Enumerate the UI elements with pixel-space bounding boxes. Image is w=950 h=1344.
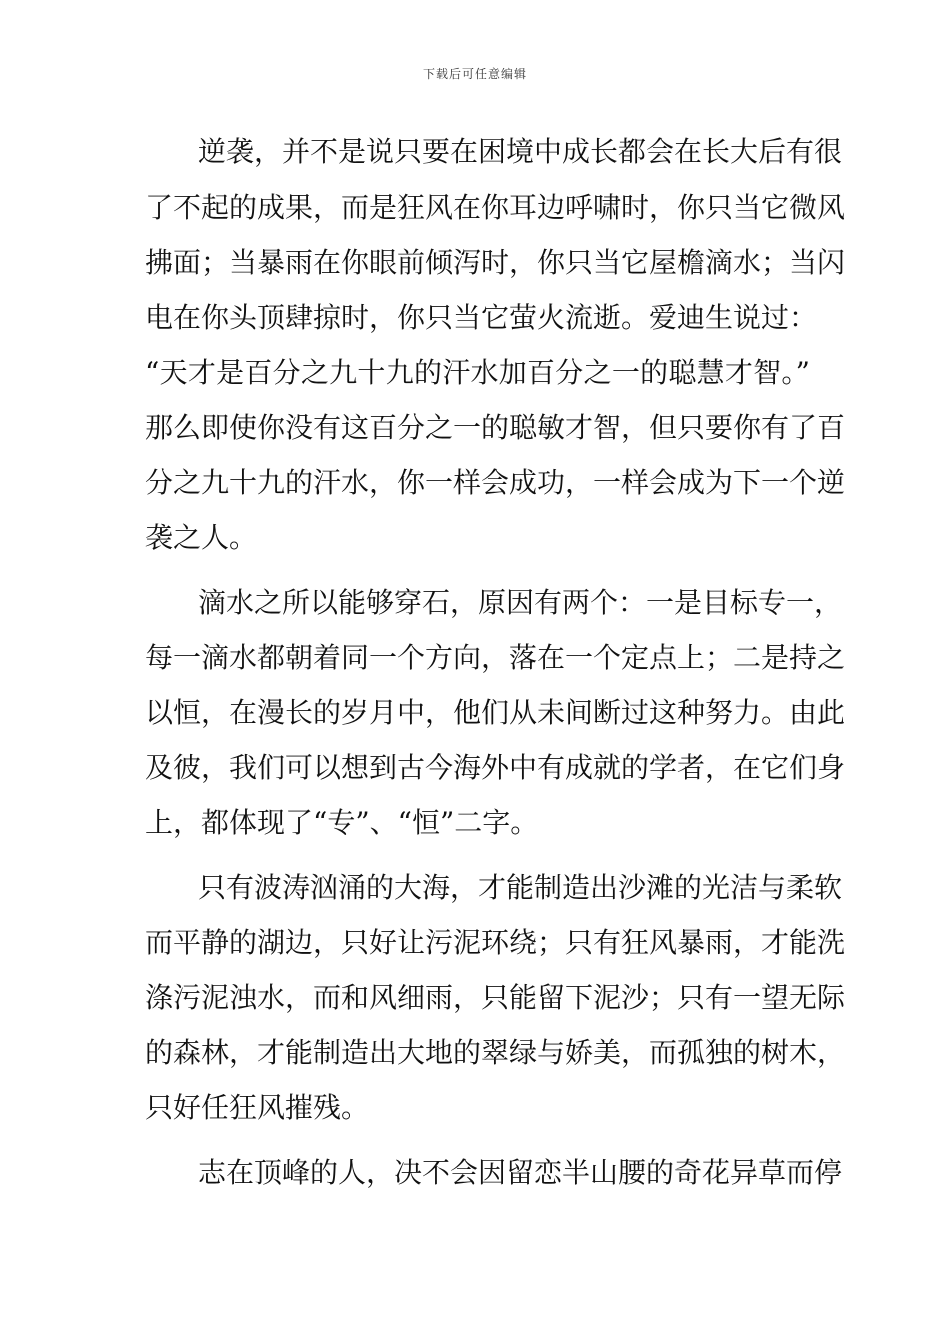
paragraph-2-line-3: 以恒，在漫长的岁月中，他们从未间断过这种努力。由此 <box>145 696 846 729</box>
paragraph-3-line-5: 只好任狂风摧残。 <box>145 1091 370 1124</box>
paragraph-1-line-6: 那么即使你没有这百分之一的聪敏才智，但只要你有了百 <box>145 411 846 444</box>
paragraph-3-line-1: 只有波涛汹涌的大海，才能制造出沙滩的光洁与柔软 <box>198 871 843 904</box>
paragraph-1-line-7: 分之九十九的汗水，你一样会成功，一样会成为下一个逆 <box>145 466 846 499</box>
paragraph-4-line-1: 志在顶峰的人，决不会因留恋半山腰的奇花异草而停 <box>198 1156 843 1189</box>
paragraph-3-line-3: 涤污泥浊水，而和风细雨，只能留下泥沙；只有一望无际 <box>145 981 846 1014</box>
paragraph-1-line-8: 袭之人。 <box>145 521 258 554</box>
paragraph-2-line-2: 每一滴水都朝着同一个方向，落在一个定点上；二是持之 <box>145 641 846 674</box>
paragraph-1-line-2: 了不起的成果，而是狂风在你耳边呼啸时，你只当它微风 <box>145 191 846 224</box>
paragraph-3-line-2: 而平静的湖边，只好让污泥环绕；只有狂风暴雨，才能洗 <box>145 926 846 959</box>
paragraph-3-line-4: 的森林，才能制造出大地的翠绿与娇美，而孤独的树木， <box>145 1036 846 1069</box>
paragraph-1-line-5: “天才是百分之九十九的汗水加百分之一的聪慧才智。” <box>145 356 810 389</box>
paragraph-2-line-4: 及彼，我们可以想到古今海外中有成就的学者，在它们身 <box>145 751 846 784</box>
page-header: 下载后可任意编辑 <box>422 67 527 81</box>
paragraph-1-line-3: 拂面；当暴雨在你眼前倾泻时，你只当它屋檐滴水；当闪 <box>145 246 846 279</box>
paragraph-2-line-5: 上，都体现了“专”、“恒”二字。 <box>145 806 539 839</box>
paragraph-1-line-1: 逆袭，并不是说只要在困境中成长都会在长大后有很 <box>198 135 843 168</box>
paragraph-2-line-1: 滴水之所以能够穿石，原因有两个：一是目标专一， <box>198 586 843 619</box>
paragraph-1-line-4: 电在你头顶肆掠时，你只当它萤火流逝。爱迪生说过： <box>145 301 818 334</box>
